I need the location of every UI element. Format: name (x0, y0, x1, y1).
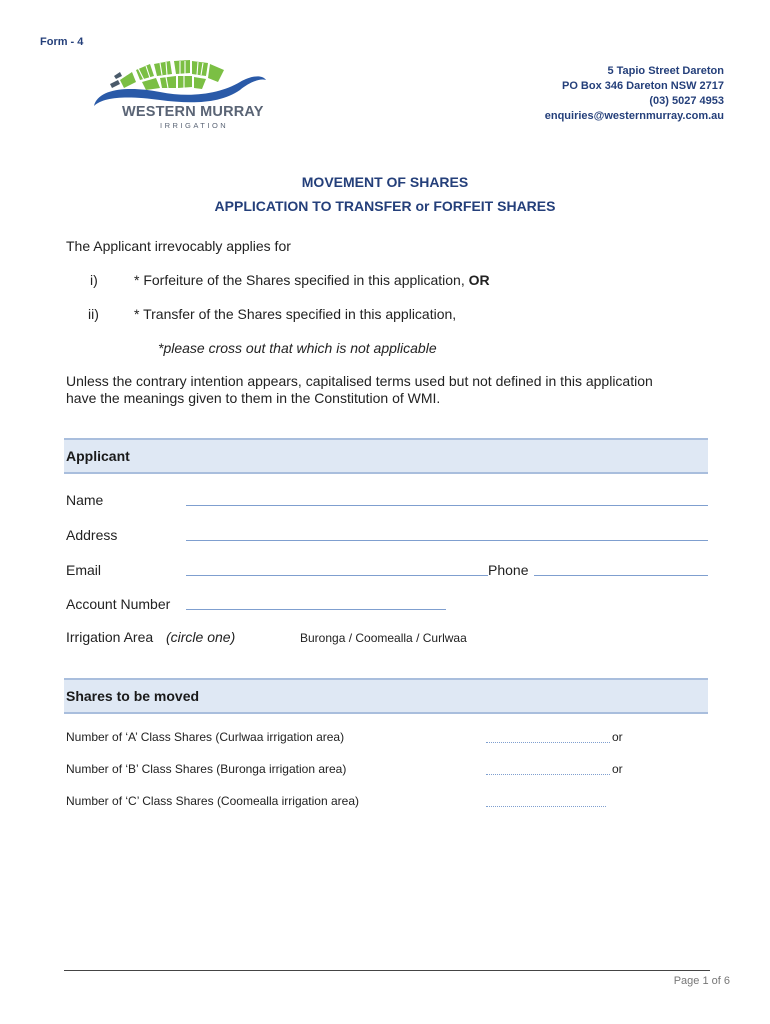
logo-subtitle: IRRIGATION (160, 121, 229, 130)
address-label: Address (66, 527, 118, 543)
definition-paragraph-line2: have the meanings given to them in the Constitution of WMI. (66, 390, 441, 406)
irrigation-area-label: Irrigation Area (66, 629, 154, 645)
page-number: Page 1 of 6 (673, 975, 730, 987)
contact-block (545, 64, 724, 124)
option-1-number: i) (90, 272, 98, 288)
class-b-or: or (612, 762, 623, 776)
cross-out-note: *please cross out that which is not applicable (158, 340, 437, 356)
address-field[interactable] (186, 540, 708, 541)
email-label: Email (66, 562, 102, 578)
irrigation-area-options[interactable]: Buronga / Coomealla / Curlwaa (300, 631, 467, 645)
definition-paragraph-line1: Unless the contrary intention appears, capitalised terms used but not defined in this application (66, 373, 653, 389)
phone-field[interactable] (534, 575, 708, 576)
class-a-or: or (612, 730, 623, 744)
document-title: MOVEMENT OF SHARES (301, 174, 469, 190)
option-2-text: * Transfer of the Shares specified in this application, (134, 306, 457, 322)
class-b-shares-label: Number of ‘B’ Class Shares (Buronga irrigation area) (66, 762, 347, 776)
option-1-text: * Forfeiture of the Shares specified in this application, OR (134, 272, 490, 288)
class-c-shares-label: Number of ‘C’ Class Shares (Coomealla irrigation area) (66, 794, 359, 808)
contact-street: 5 Tapio Street Dareton (607, 65, 724, 77)
shares-heading: Shares to be moved (66, 688, 200, 704)
footer-divider (64, 970, 710, 971)
account-number-label: Account Number (66, 596, 171, 612)
account-number-field[interactable] (186, 609, 446, 610)
name-label: Name (66, 492, 104, 508)
document-subtitle: APPLICATION TO TRANSFER or FORFEIT SHARES (214, 198, 556, 214)
name-field[interactable] (186, 505, 708, 506)
form-number-label: Form - 4 (40, 36, 84, 48)
contact-email[interactable]: enquiries@westernmurray.com.au (544, 110, 724, 122)
logo-graphic (90, 58, 270, 108)
phone-label: Phone (488, 562, 529, 578)
intro-text: The Applicant irrevocably applies for (66, 238, 291, 254)
class-a-shares-label: Number of ‘A’ Class Shares (Curlwaa irrigation area) (66, 730, 345, 744)
option-2-number: ii) (88, 306, 99, 322)
shares-section-header (64, 678, 708, 714)
contact-phone: (03) 5027 4953 (649, 95, 724, 107)
option-1-or: OR (468, 272, 490, 288)
applicant-heading: Applicant (66, 448, 130, 464)
western-murray-logo (90, 58, 270, 132)
email-field[interactable] (186, 575, 488, 576)
circle-one-note: (circle one) (166, 629, 236, 645)
contact-po-box: PO Box 346 Dareton NSW 2717 (561, 80, 724, 92)
logo-name: WESTERN MURRAY (122, 104, 264, 120)
class-a-shares-field[interactable] (486, 742, 610, 743)
applicant-section-header (64, 438, 708, 474)
class-b-shares-field[interactable] (486, 774, 610, 775)
class-c-shares-field[interactable] (486, 806, 606, 807)
